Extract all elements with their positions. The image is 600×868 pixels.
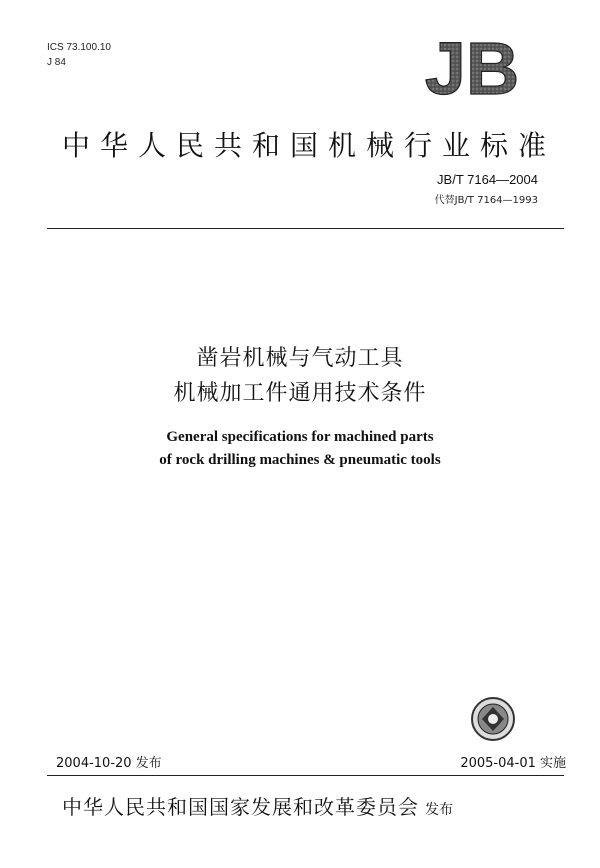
issue-date: 2004-10-20 发布 bbox=[56, 756, 162, 771]
bottom-divider bbox=[47, 775, 564, 776]
issuer-name: 中华人民共和国国家发展和改革委员会 bbox=[62, 795, 419, 819]
jb-logo-text: JB bbox=[424, 36, 520, 100]
classification-code: J 84 bbox=[47, 57, 66, 68]
ics-code: ICS 73.100.10 bbox=[47, 42, 111, 53]
title-cn-line1: 凿岩机械与气动工具 bbox=[196, 346, 404, 371]
top-divider bbox=[47, 228, 564, 229]
title-cn-line2: 机械加工件通用技术条件 bbox=[173, 381, 427, 406]
title-en-line2: of rock drilling machines & pneumatic tools bbox=[159, 452, 441, 468]
implementation-date: 2005-04-01 实施 bbox=[460, 756, 566, 771]
issuer-suffix: 发布 bbox=[425, 802, 453, 818]
publisher-seal-icon bbox=[470, 696, 516, 742]
issuing-authority bbox=[62, 791, 453, 820]
jb-logo bbox=[404, 36, 540, 100]
standard-number: JB/T 7164—2004 bbox=[437, 172, 538, 187]
title-en-line1: General specifications for machined parts bbox=[166, 429, 434, 445]
industry-standard-title: 中华人民共和国机械行业标准 bbox=[62, 129, 557, 162]
replaces-standard: 代替JB/T 7164—1993 bbox=[434, 195, 538, 206]
